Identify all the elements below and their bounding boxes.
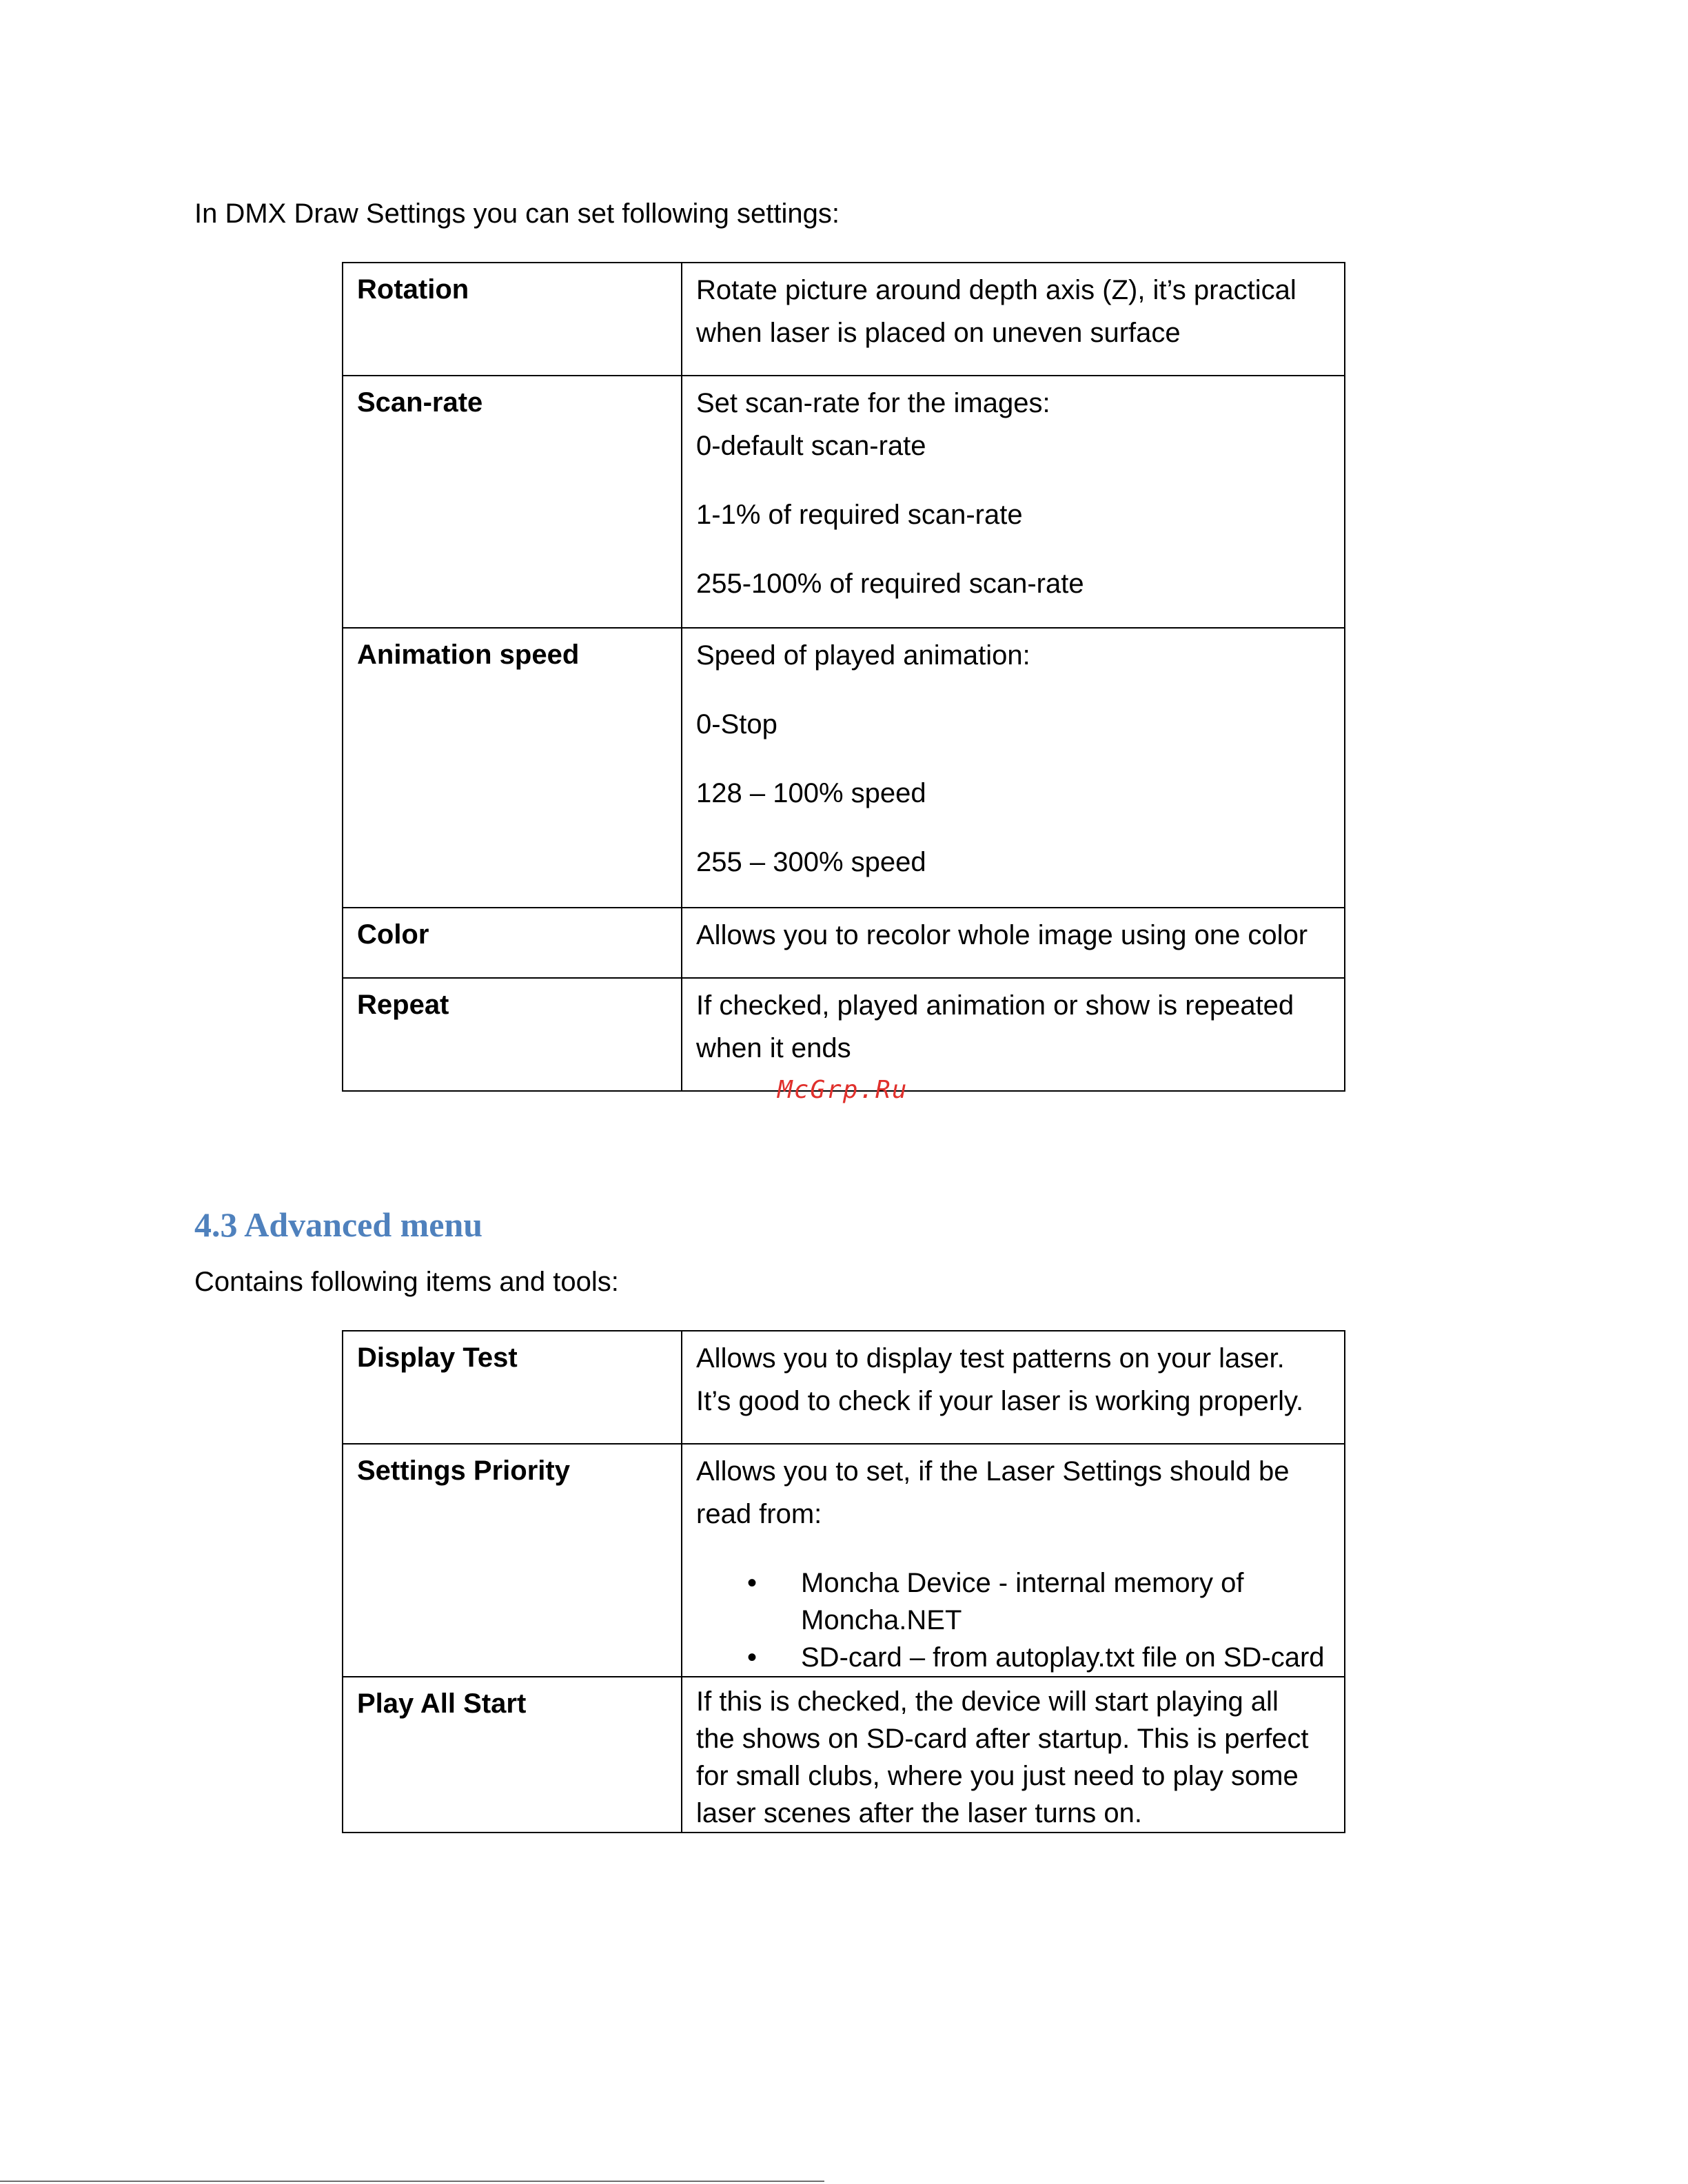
table-row [343,1677,1345,1833]
description-line: the shows on SD-card after startup. This is perfect [696,1724,1309,1754]
item-name: Play All Start [343,1677,682,1833]
description-line: Speed of played animation: [696,640,1030,671]
description-line: when laser is placed on uneven surface [696,318,1181,348]
setting-description [682,376,1345,628]
section-heading: 4.3 Advanced menu [194,1205,483,1244]
description-line: for small clubs, where you just need to play some [696,1761,1299,1791]
description-line: 255-100% of required scan-rate [696,569,1084,599]
bullet-line: Moncha.NET [801,1605,962,1635]
advanced-menu-table [342,1330,1345,1833]
setting-name: Color [343,908,682,978]
description-line: It’s good to check if your laser is working properly. [696,1386,1304,1416]
list-item [747,1564,1330,1639]
setting-name: Rotation [343,263,682,376]
setting-description [682,628,1345,908]
table-row [343,628,1345,908]
setting-description [682,263,1345,376]
setting-name: Animation speed [343,628,682,908]
description-line: 0-default scan-rate [696,431,926,461]
description-line: read from: [696,1499,822,1529]
description-line: laser scenes after the laser turns on. [696,1798,1142,1828]
bullet-line: SD-card – from autoplay.txt file on SD-card [801,1642,1325,1673]
watermark: McGrp.Ru [777,1076,908,1104]
setting-name: Repeat [343,978,682,1091]
description-line: 255 – 300% speed [696,847,926,877]
description-line: If this is checked, the device will start playing all [696,1686,1279,1717]
item-description [682,1444,1345,1677]
description-line: Allows you to display test patterns on your laser. [696,1343,1285,1374]
list-item [747,1639,1330,1676]
bullet-icon: • [747,1642,757,1673]
description-line: 128 – 100% speed [696,778,926,808]
dmx-settings-table [342,262,1345,1092]
page-bottom-rule [0,2181,824,2182]
item-name: Settings Priority [343,1444,682,1677]
description-line: 0-Stop [696,709,777,739]
item-description [682,1331,1345,1444]
intro-paragraph: In DMX Draw Settings you can set following settings: [194,198,840,229]
bullet-icon: • [747,1568,757,1598]
description-line: Allows you to set, if the Laser Settings should be [696,1456,1290,1487]
bullet-line: Moncha Device - internal memory of [801,1568,1244,1598]
description-line: Set scan-rate for the images: [696,388,1050,418]
description-line: Allows you to recolor whole image using one color [696,920,1308,950]
description-line: Rotate picture around depth axis (Z), it’s practical [696,275,1296,305]
table-row [343,376,1345,628]
table-row [343,263,1345,376]
item-description [682,1677,1345,1833]
table-row [343,908,1345,978]
description-line: If checked, played animation or show is repeated [696,990,1294,1021]
section-intro: Contains following items and tools: [194,1267,619,1297]
description-line: 1-1% of required scan-rate [696,500,1023,530]
description-line: when it ends [696,1033,851,1063]
bullet-list [696,1564,1330,1676]
table-row [343,978,1345,1091]
setting-name: Scan-rate [343,376,682,628]
setting-description [682,908,1345,978]
table-row [343,1444,1345,1677]
item-name: Display Test [343,1331,682,1444]
setting-description [682,978,1345,1091]
table-row [343,1331,1345,1444]
